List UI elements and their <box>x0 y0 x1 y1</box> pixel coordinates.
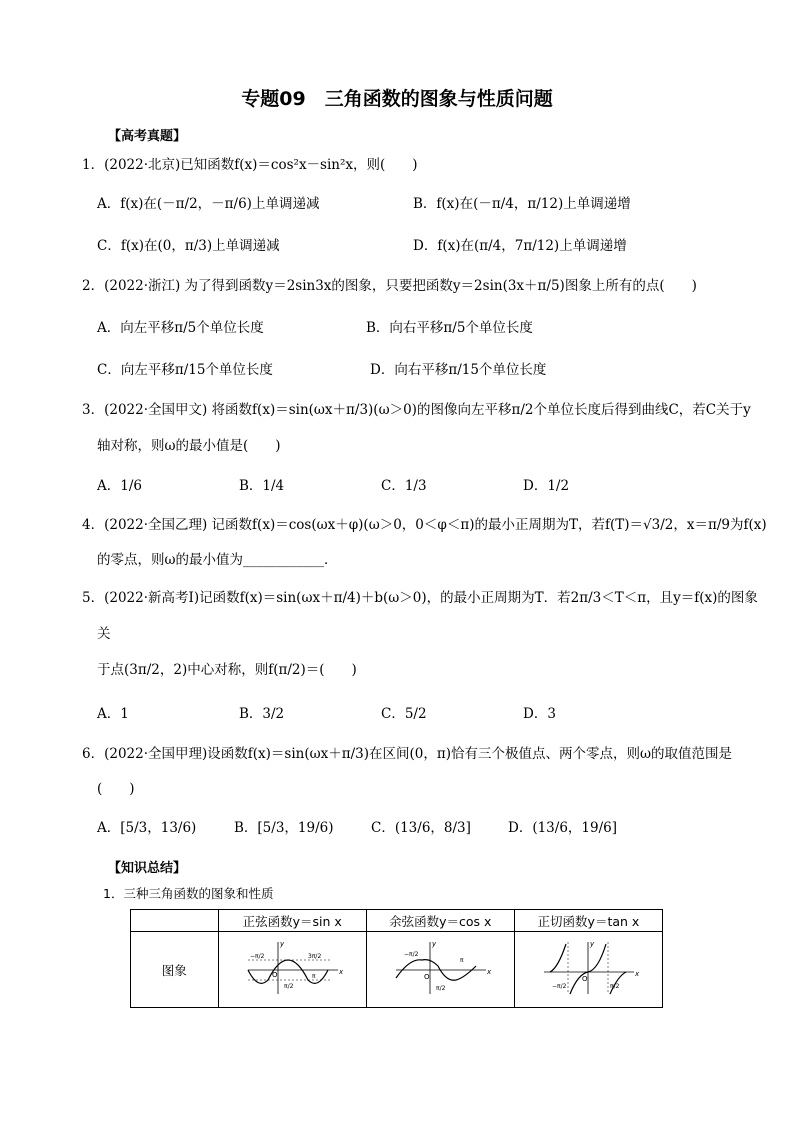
question-5-option-b: B．3/2 <box>239 706 285 722</box>
question-6-stem-line2: ( ) <box>97 781 135 797</box>
svg-text:y: y <box>590 940 595 948</box>
question-6-option-b: B．[5/3，19/6) <box>234 820 334 836</box>
summary-item-1: 1．三种三角函数的图象和性质 <box>103 886 274 901</box>
question-5-option-a: A．1 <box>97 706 129 722</box>
svg-text:3π/2: 3π/2 <box>308 953 322 960</box>
question-3-stem-line1: 3．(2022·全国甲文) 将函数f(x)＝sin(ωx＋π/3)(ω＞0)的图像向左平移π/2个单位长度后得到曲线C，若C关于y <box>82 402 751 418</box>
cos-graph <box>390 938 490 998</box>
tan-graph <box>538 938 638 998</box>
question-1-option-a: A．f(x)在(－π/2，－π/6)上单调递减 <box>97 196 320 212</box>
svg-text:x: x <box>635 970 640 978</box>
svg-text:π/2: π/2 <box>436 985 446 992</box>
question-6-stem-line1: 6．(2022·全国甲理)设函数f(x)＝sin(ωx＋π/3)在区间(0，π)恰有三个极值点、两个零点，则ω的取值范围是 <box>82 746 733 762</box>
question-4-stem-line1: 4．(2022·全国乙理) 记函数f(x)＝cos(ωx＋φ)(ω＞0，0＜φ＜π)的最小正周期为T，若f(T)＝√3/2，x＝π/9为f(x) <box>82 517 767 533</box>
question-3-stem-line2: 轴对称，则ω的最小值是( ) <box>97 438 281 454</box>
question-4-stem-line2: 的零点，则ω的最小值为____________． <box>97 552 338 568</box>
question-3-option-b: B．1/4 <box>239 478 285 494</box>
svg-text:y: y <box>280 940 285 948</box>
svg-text:−π/2: −π/2 <box>250 953 265 960</box>
question-5-option-d: D．3 <box>523 706 556 722</box>
question-1-stem: 1．(2022·北京)已知函数f(x)＝cos²x－sin²x，则( ) <box>82 157 418 173</box>
question-6-option-a: A．[5/3，13/6) <box>97 820 197 836</box>
table-header-tan: 正切函数y＝tan x <box>514 910 662 932</box>
trig-properties-table <box>130 909 663 1008</box>
question-5-stem-line1: 5．(2022·新高考Ⅰ)记函数f(x)＝sin(ωx＋π/4)＋b(ω＞0)，的最小正周期为T．若2π/3＜T＜π，且y＝f(x)的图象 <box>82 590 758 606</box>
svg-text:O: O <box>424 973 430 981</box>
question-5-option-c: C．5/2 <box>381 706 427 722</box>
question-2-option-d: D．向右平移π/15个单位长度 <box>370 362 547 378</box>
tan-graph-cell <box>514 932 662 1008</box>
svg-text:π/2: π/2 <box>610 983 620 990</box>
section-exam-header: 【高考真题】 <box>108 129 187 144</box>
svg-text:y: y <box>432 940 437 948</box>
svg-text:O: O <box>272 971 278 979</box>
question-3-option-d: D．1/2 <box>523 478 570 494</box>
svg-text:−π/2: −π/2 <box>404 951 419 958</box>
table-header-empty <box>131 910 219 932</box>
section-summary-header: 【知识总结】 <box>108 861 187 876</box>
question-5-stem-line2: 关 <box>97 626 111 642</box>
question-2-stem: 2．(2022·浙江) 为了得到函数y＝2sin3x的图象，只要把函数y＝2sin(3x＋π/5)图象上所有的点( ) <box>82 278 697 294</box>
svg-text:O: O <box>582 975 588 983</box>
question-6-option-d: D．(13/6，19/6] <box>508 820 617 836</box>
question-5-stem-line3: 于点(3π/2，2)中心对称，则f(π/2)＝( ) <box>97 662 357 678</box>
question-1-option-b: B．f(x)在(－π/4，π/12)上单调递增 <box>413 196 631 212</box>
sin-graph <box>242 938 342 998</box>
svg-text:x: x <box>339 968 344 976</box>
page-title: 专题09 三角函数的图象与性质问题 <box>241 88 553 110</box>
question-2-option-c: C．向左平移π/15个单位长度 <box>97 362 273 378</box>
svg-text:π: π <box>460 957 464 964</box>
question-3-option-c: C．1/3 <box>381 478 427 494</box>
question-2-option-a: A．向左平移π/5个单位长度 <box>97 320 264 336</box>
table-row-label-graph: 图象 <box>131 932 219 1008</box>
sin-graph-cell <box>218 932 366 1008</box>
svg-text:π: π <box>312 973 316 980</box>
svg-text:π/2: π/2 <box>284 983 294 990</box>
question-1-option-c: C．f(x)在(0，π/3)上单调递减 <box>97 238 280 254</box>
svg-text:−π/2: −π/2 <box>552 983 567 990</box>
table-header-sin: 正弦函数y＝sin x <box>218 910 366 932</box>
question-2-option-b: B．向右平移π/5个单位长度 <box>366 320 533 336</box>
question-3-option-a: A．1/6 <box>97 478 142 494</box>
question-1-option-d: D．f(x)在(π/4，7π/12)上单调递增 <box>413 238 627 254</box>
question-6-option-c: C．(13/6，8/3] <box>371 820 471 836</box>
table-header-cos: 余弦函数y＝cos x <box>366 910 514 932</box>
cos-graph-cell <box>366 932 514 1008</box>
svg-text:x: x <box>487 968 492 976</box>
